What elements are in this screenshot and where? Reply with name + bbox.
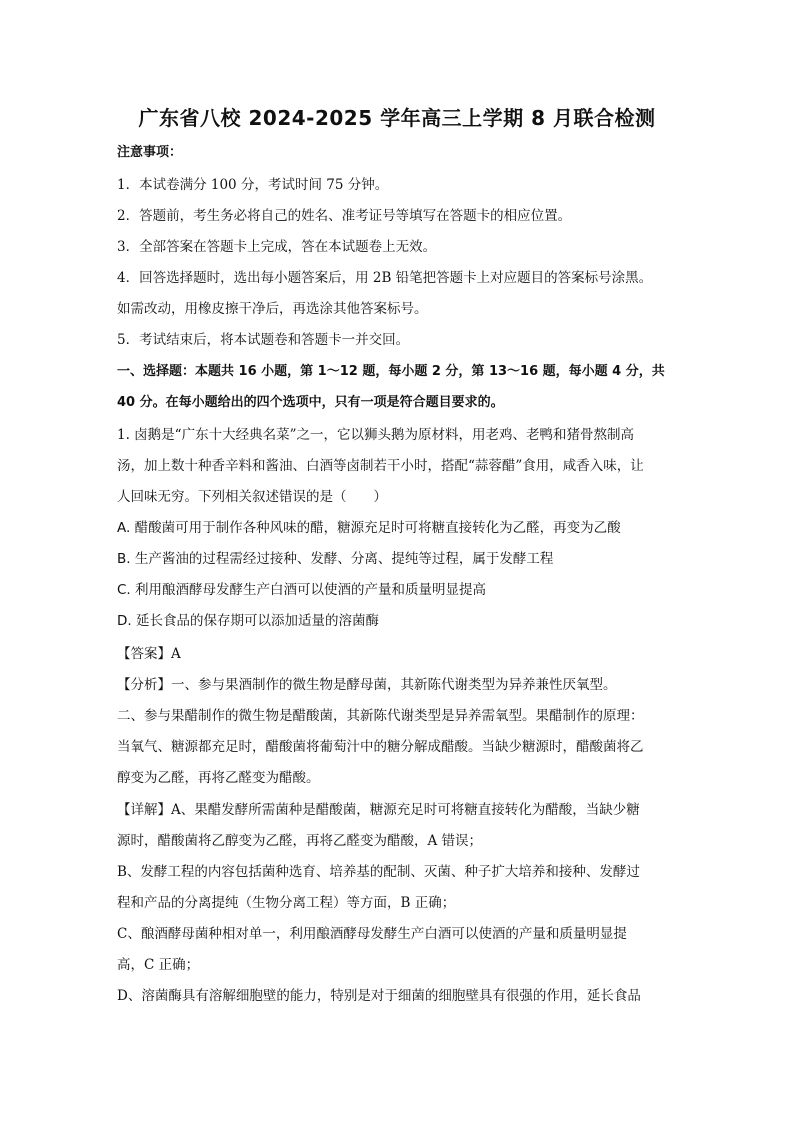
detail-line: B、发酵工程的内容包括菌种选育、培养基的配制、灭菌、种子扩大培养和接种、发酵过 <box>117 864 640 880</box>
question-stem: 人回味无穷。下列相关叙述错误的是（ ） <box>117 489 387 505</box>
detail-line: D、溶菌酶具有溶解细胞壁的能力，特别是对于细菌的细胞壁具有很强的作用，延长食品 <box>117 988 641 1004</box>
note-line: 4．回答选择题时，选出每小题答案后，用 2B 铅笔把答题卡上对应题目的答案标号涂黑。 <box>117 270 653 286</box>
option-a: A. 醋酸菌可用于制作各种风味的醋，糖源充足时可将糖直接转化为乙醛，再变为乙酸 <box>117 520 621 536</box>
note-line: 如需改动，用橡皮擦干净后，再选涂其他答案标号。 <box>117 301 428 317</box>
detail-line: 源时，醋酸菌将乙醇变为乙醛，再将乙醛变为醋酸，A 错误； <box>117 833 483 849</box>
option-d: D. 延长食品的保存期可以添加适量的溶菌酶 <box>117 613 379 629</box>
analysis-line: 醇变为乙醛，再将乙醛变为醋酸。 <box>117 770 320 786</box>
analysis-line: 二、参与果醋制作的微生物是醋酸菌，其新陈代谢类型是异养需氧型。果醋制作的原理： <box>117 708 644 724</box>
question-stem: 汤，加上数十种香辛料和酱油、白酒等卤制若干小时，搭配“蒜蓉醋”食用，咸香入味，让 <box>117 458 644 474</box>
section-heading: 40 分。在每小题给出的四个选项中，只有一项是符合题目要求的。 <box>117 395 504 410</box>
analysis-line: 当氧气、糖源都充足时，醋酸菌将葡萄汁中的糖分解成醋酸。当缺少糖源时，醋酸菌将乙 <box>117 739 644 755</box>
detail-line: 高，C 正确； <box>117 957 200 973</box>
detail-line: 程和产品的分离提纯（生物分离工程）等方面，B 正确； <box>117 895 456 911</box>
detail-line: C、酿酒酵母菌种相对单一，利用酿酒酵母发酵生产白酒可以使酒的产量和质量明显提 <box>117 926 627 942</box>
note-line: 2．答题前，考生务必将自己的姓名、准考证号等填写在答题卡的相应位置。 <box>117 208 572 224</box>
note-line: 1．本试卷满分 100 分，考试时间 75 分钟。 <box>117 177 389 193</box>
document-title: 广东省八校 2024-2025 学年高三上学期 8 月联合检测 <box>138 106 656 130</box>
note-line: 3．全部答案在答题卡上完成，答在本试题卷上无效。 <box>117 239 437 255</box>
section-heading: 一、选择题：本题共 16 小题，第 1～12 题，每小题 2 分，第 13～16 题，每小题 4 分，共 <box>117 364 665 379</box>
note-line: 5．考试结束后，将本试题卷和答题卡一并交回。 <box>117 332 410 348</box>
option-b: B. 生产酱油的过程需经过接种、发酵、分离、提纯等过程，属于发酵工程 <box>117 551 554 567</box>
answer-line: 【答案】A <box>117 646 181 662</box>
notes-heading: 注意事项： <box>117 145 183 160</box>
analysis-line: 【分析】一、参与果酒制作的微生物是酵母菌，其新陈代谢类型为异养兼性厌氧型。 <box>117 677 617 693</box>
detail-line: 【详解】A、果醋发酵所需菌种是醋酸菌，糖源充足时可将糖直接转化为醋酸，当缺少糖 <box>117 802 640 818</box>
option-c: C. 利用酿酒酵母发酵生产白酒可以使酒的产量和质量明显提高 <box>117 582 487 598</box>
question-stem: 1. 卤鹅是“广东十大经典名菜”之一，它以狮头鹅为原材料，用老鸡、老鸭和猪骨熬制高 <box>117 427 634 443</box>
